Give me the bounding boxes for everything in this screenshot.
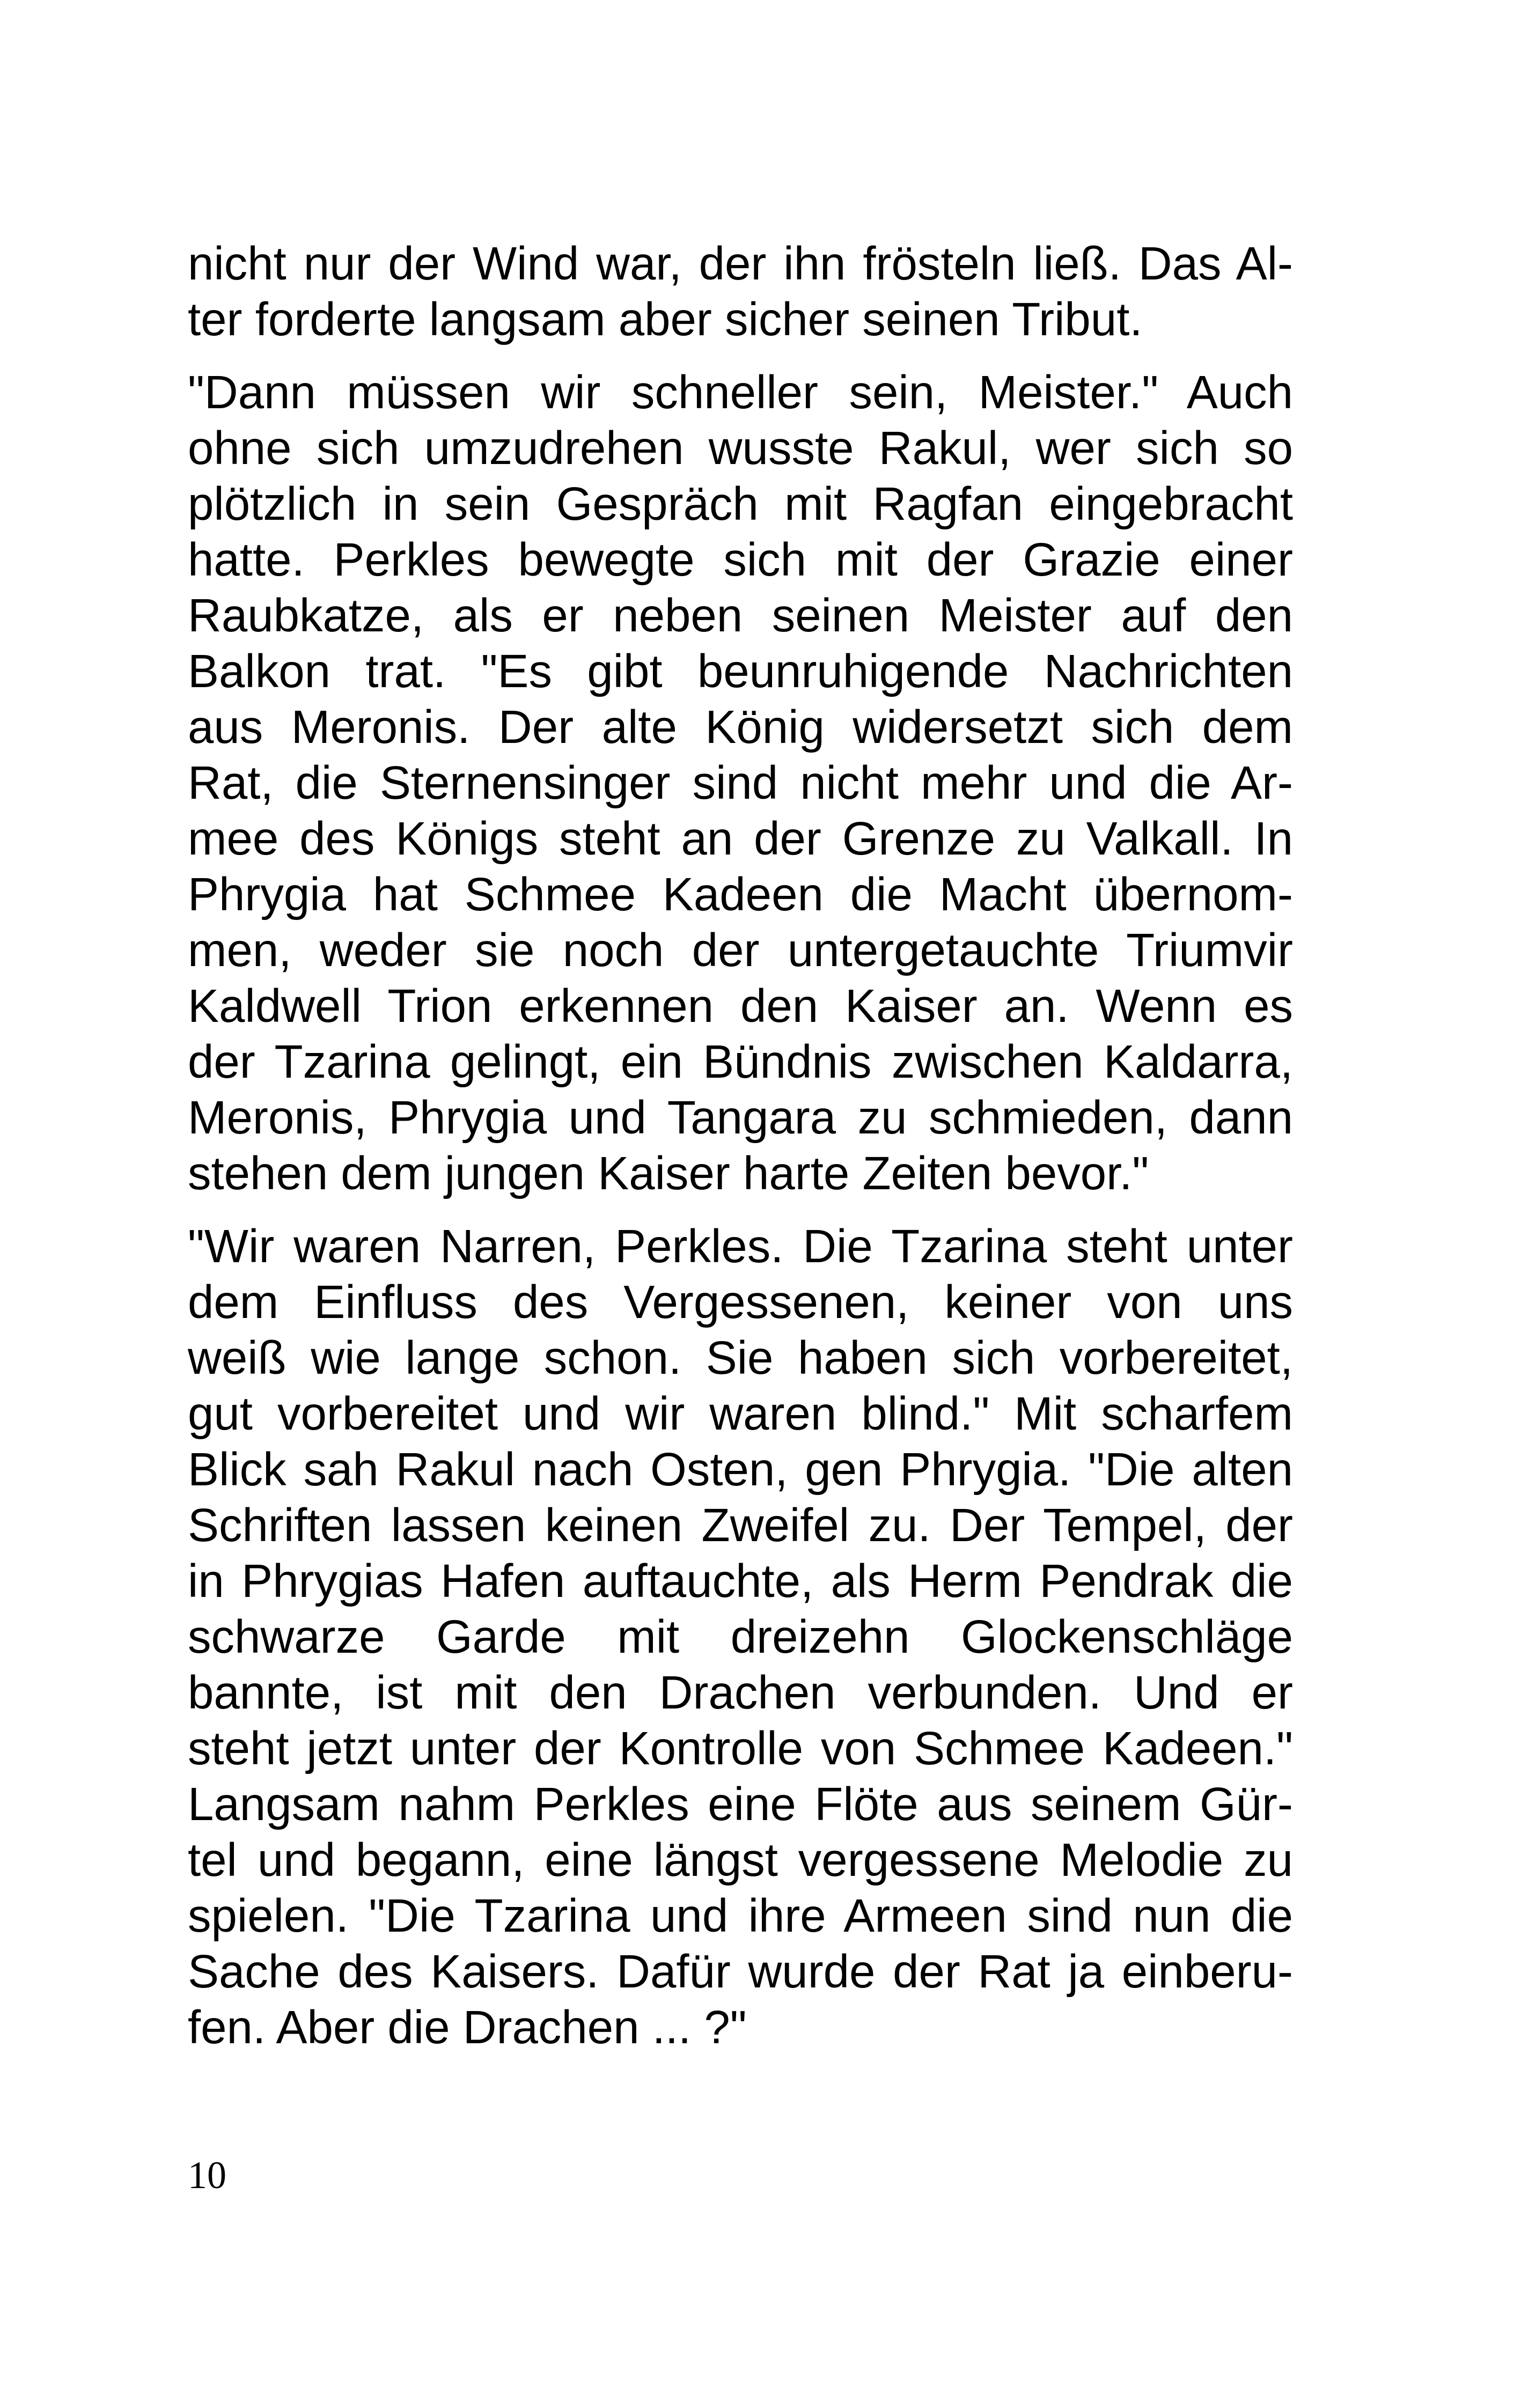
body-text [188,236,1293,2056]
text-line: Rat, die Sternensinger sind nicht mehr und die Ar- [188,757,1293,809]
text-line: spielen. "Die Tzarina und ihre Armeen sind nun die [188,1890,1293,1942]
text-line: plötzlich in sein Gespräch mit Ragfan eingebracht [188,478,1293,530]
text-line: "Wir waren Narren, Perkles. Die Tzarina steht unter [188,1220,1293,1272]
text-line: hatte. Perkles bewegte sich mit der Grazie einer [188,534,1293,586]
text-line: der Tzarina gelingt, ein Bündnis zwischen Kaldarra, [188,1036,1293,1088]
text-line: gut vorbereitet und wir waren blind." Mit scharfem [188,1388,1293,1440]
paragraph-3 [188,1219,1293,2056]
page-number: 10 [188,2154,226,2197]
text-line: Langsam nahm Perkles eine Flöte aus seinem Gür- [188,1778,1293,1830]
text-line: Phrygia hat Schmee Kadeen die Macht übernom- [188,868,1293,921]
text-line: tel und begann, eine längst vergessene Melodie zu [188,1834,1293,1886]
text-line: men, weder sie noch der untergetauchte Triumvir [188,924,1293,976]
text-line: Balkon trat. "Es gibt beunruhigende Nachrichten [188,645,1293,697]
text-line: nicht nur der Wind war, der ihn frösteln ließ. Das Al- [188,238,1293,290]
text-line: schwarze Garde mit dreizehn Glockenschläge [188,1611,1293,1663]
paragraph-2 [188,365,1293,1202]
text-line: ohne sich umzudrehen wusste Rakul, wer sich so [188,422,1293,474]
text-line: Blick sah Rakul nach Osten, gen Phrygia. "Die alten [188,1444,1293,1496]
text-line: ter forderte langsam aber sicher seinen Tribut. [188,293,1143,345]
text-line: bannte, ist mit den Drachen verbunden. Und er [188,1667,1293,1719]
text-line: "Dann müssen wir schneller sein, Meister." Auch [188,366,1293,418]
text-line: Sache des Kaisers. Dafür wurde der Rat ja einberu- [188,1946,1293,1998]
text-line: fen. Aber die Drachen ... ?" [188,2001,747,2053]
text-line: steht jetzt unter der Kontrolle von Schmee Kadeen." [188,1722,1293,1774]
text-line: Raubkatze, als er neben seinen Meister auf den [188,590,1293,642]
text-line: mee des Königs steht an der Grenze zu Valkall. In [188,813,1293,865]
paragraph-1 [188,236,1293,348]
text-line: stehen dem jungen Kaiser harte Zeiten bevor." [188,1147,1149,1199]
text-line: aus Meronis. Der alte König widersetzt sich dem [188,701,1293,753]
text-line: Meronis, Phrygia und Tangara zu schmieden, dann [188,1092,1293,1144]
text-line: Schriften lassen keinen Zweifel zu. Der Tempel, der [188,1499,1293,1551]
text-line: Kaldwell Trion erkennen den Kaiser an. Wenn es [188,980,1293,1032]
text-line: in Phrygias Hafen auftauchte, als Herm Pendrak die [188,1555,1293,1607]
text-line: weiß wie lange schon. Sie haben sich vorbereitet, [188,1332,1293,1384]
text-line: dem Einfluss des Vergessenen, keiner von uns [188,1276,1293,1328]
